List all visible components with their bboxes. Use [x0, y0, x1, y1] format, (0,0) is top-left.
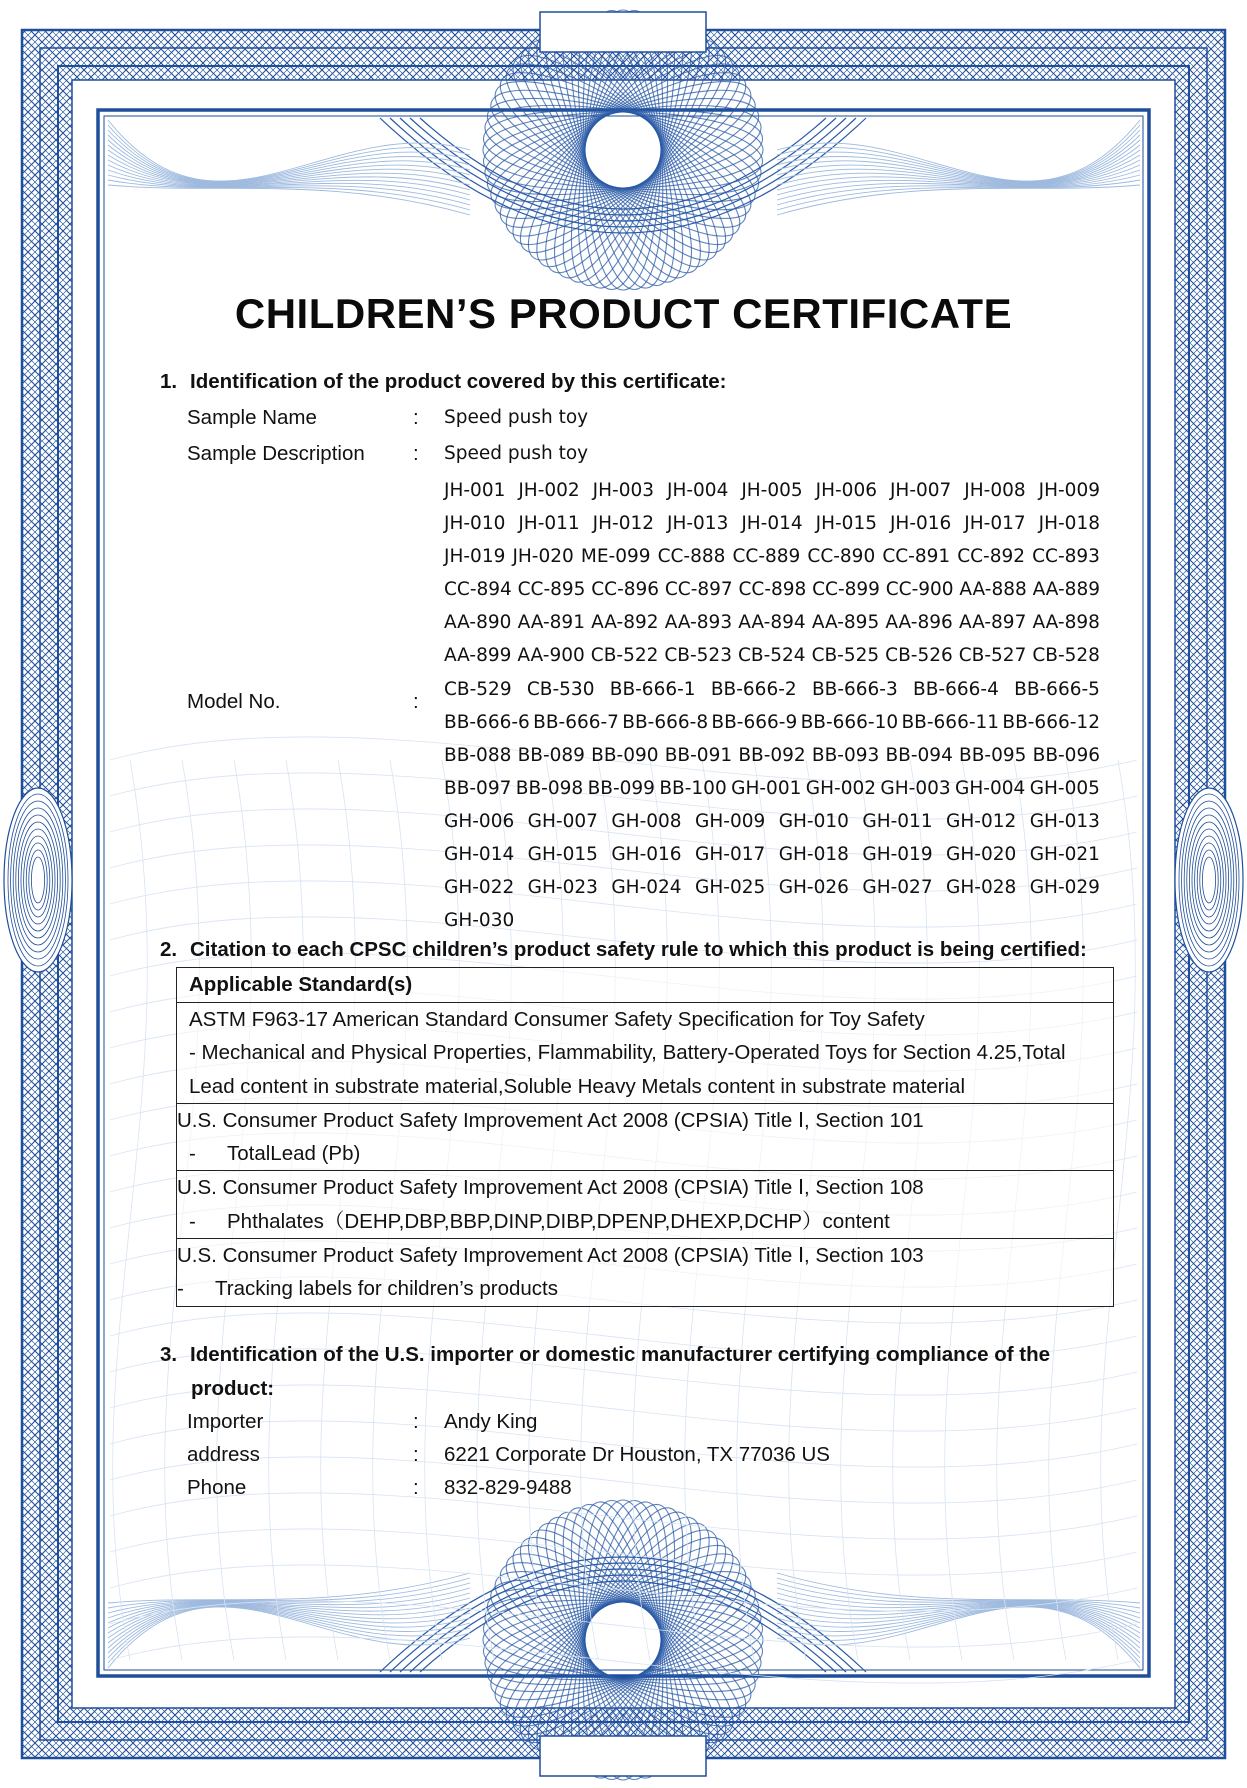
model-number: AA-897: [958, 612, 1027, 634]
model-number: GH-020: [946, 844, 1017, 866]
act-item: Phthalates（DEHP,DBP,BBP,DINP,DIBP,DPENP,DHEXP,DCHP）content: [227, 1209, 890, 1233]
model-number: JH-006: [815, 480, 877, 501]
model-number: BB-088: [444, 744, 512, 766]
model-number: JH-014: [741, 513, 803, 535]
model-number: BB-666-5: [1014, 678, 1100, 700]
astm-line: - Mechanical and Physical Properties, Flammability, Battery-Operated Toys for Section 4.25,Total: [189, 1041, 1066, 1065]
act-item: TotalLead (Pb): [227, 1142, 361, 1166]
model-number: BB-092: [738, 744, 806, 766]
model-number: CC-894: [444, 579, 512, 601]
model-number: BB-089: [517, 744, 585, 766]
model-number: CC-896: [591, 579, 660, 601]
model-number: CC-891: [882, 546, 951, 568]
model-number: GH-016: [611, 844, 682, 866]
model-number: CC-898: [738, 579, 807, 601]
model-number: CC-890: [807, 546, 876, 568]
section-2-heading-text: Citation to each CPSC children’s product safety rule to which this product is being certified:: [190, 938, 1087, 961]
model-number: CC-900: [885, 579, 954, 601]
address-value: 6221 Corporate Dr Houston, TX 77036 US: [444, 1443, 830, 1466]
model-number: AA-898: [1032, 612, 1100, 634]
cpsia-section-108-cell: [177, 1171, 1113, 1239]
model-number: GH-006: [444, 810, 515, 832]
model-number: CC-897: [664, 579, 733, 601]
model-number: BB-091: [664, 744, 733, 766]
model-number: AA-889: [1032, 579, 1100, 601]
list-dash: -: [189, 1142, 196, 1166]
address-label: address: [187, 1443, 260, 1466]
model-number: BB-094: [885, 744, 953, 766]
sample-description-value: Speed push toy: [444, 443, 589, 464]
model-number: AA-891: [517, 612, 585, 634]
model-number: JH-008: [964, 480, 1026, 501]
model-number: BB-097: [444, 777, 512, 799]
model-number: CC-888: [657, 546, 726, 568]
model-number: BB-095: [959, 744, 1027, 766]
model-number: GH-024: [611, 877, 682, 899]
model-number: AA-890: [444, 612, 512, 634]
model-number: GH-001: [731, 777, 802, 799]
model-number: GH-009: [695, 810, 766, 832]
model-row: [444, 673, 1100, 706]
sample-description-colon: :: [413, 442, 419, 465]
model-number: ME-099: [580, 546, 651, 568]
importer-label: Importer: [187, 1410, 264, 1433]
act-title: U.S. Consumer Product Safety Improvement Act 2008 (CPSIA) Title Ⅰ, Section 101: [177, 1108, 924, 1132]
model-number: CC-892: [957, 546, 1026, 568]
model-number: GH-015: [527, 844, 598, 866]
sample-description-label: Sample Description: [187, 442, 365, 465]
model-number: BB-666-9: [711, 711, 798, 733]
model-number: GH-007: [527, 810, 598, 832]
page-title: CHILDREN’S PRODUCT CERTIFICATE: [234, 290, 1013, 337]
model-number: BB-666-8: [622, 711, 709, 733]
section-1-heading-text: Identification of the product covered by this certificate:: [190, 370, 727, 393]
model-number: JH-011: [518, 513, 580, 535]
model-number: BB-090: [591, 744, 659, 766]
model-number: GH-028: [946, 877, 1017, 899]
astm-line: Lead content in substrate material,Soluble Heavy Metals content in substrate material: [189, 1074, 965, 1098]
applicable-standards-table: [176, 967, 1114, 1307]
model-number: AA-892: [591, 612, 659, 634]
model-number: BB-098: [515, 777, 584, 799]
act-item: Tracking labels for children’s products: [215, 1277, 558, 1301]
model-row: [444, 474, 1100, 507]
model-number: GH-003: [880, 777, 951, 799]
list-dash: -: [189, 1209, 196, 1233]
model-number: CB-526: [885, 645, 953, 667]
model-number: BB-666-4: [913, 678, 999, 700]
model-number: AA-895: [811, 612, 880, 634]
model-number: BB-099: [587, 777, 655, 799]
model-number: JH-020: [512, 546, 574, 568]
model-row: [444, 805, 1100, 838]
model-number: CB-527: [958, 645, 1027, 667]
section-2-number: 2.: [160, 938, 178, 961]
astm-line: ASTM F963-17 American Standard Consumer Safety Specification for Toy Safety: [189, 1008, 925, 1031]
model-row: [444, 871, 1100, 904]
model-number: CB-528: [1032, 645, 1100, 667]
model-number: GH-012: [946, 810, 1017, 832]
model-number: CB-525: [811, 645, 880, 667]
model-number: JH-015: [815, 513, 877, 535]
model-number: JH-003: [592, 480, 655, 501]
model-number: AA-888: [959, 579, 1027, 601]
importer-colon: :: [413, 1410, 419, 1433]
model-number: BB-666-1: [609, 678, 696, 700]
model-number: GH-017: [695, 844, 766, 866]
model-row: [444, 540, 1100, 573]
model-number: GH-027: [862, 877, 933, 899]
act-title: U.S. Consumer Product Safety Improvement Act 2008 (CPSIA) Title Ⅰ, Section 108: [177, 1176, 924, 1200]
model-number: GH-011: [862, 810, 933, 832]
model-number: JH-019: [444, 546, 506, 568]
model-number: JH-002: [518, 480, 580, 501]
table-header: Applicable Standard(s): [177, 968, 1113, 1003]
model-row: [444, 639, 1100, 672]
phone-colon: :: [413, 1476, 419, 1499]
section-3-heading-text: Identification of the U.S. importer or domestic manufacturer certifying compliance of the: [190, 1343, 1050, 1366]
model-number: BB-096: [1032, 744, 1100, 766]
model-number: JH-013: [666, 513, 729, 535]
model-number: GH-019: [862, 844, 933, 866]
model-number: CC-889: [732, 546, 801, 568]
model-number: JH-009: [1038, 480, 1100, 501]
section-1-heading: [160, 370, 727, 394]
model-number: CB-524: [737, 645, 806, 667]
model-number: JH-005: [741, 480, 803, 501]
phone-label: Phone: [187, 1476, 247, 1499]
model-number: BB-666-7: [533, 711, 619, 733]
model-number: AA-894: [738, 612, 806, 634]
cpsia-section-103-cell: [177, 1239, 1113, 1306]
act-title: U.S. Consumer Product Safety Improvement Act 2008 (CPSIA) Title Ⅰ, Section 103: [177, 1244, 924, 1268]
model-number: AA-893: [664, 612, 733, 634]
model-number: CC-893: [1032, 546, 1100, 568]
model-row: [444, 606, 1100, 639]
model-number: BB-666-6: [444, 711, 530, 733]
model-no-colon: :: [413, 690, 419, 713]
model-number: BB-666-3: [811, 678, 898, 700]
model-number: JH-017: [964, 513, 1026, 535]
model-no-label: Model No.: [187, 690, 281, 713]
model-number: JH-001: [444, 480, 506, 501]
importer-value: Andy King: [444, 1410, 538, 1433]
model-number: BB-100: [659, 777, 727, 799]
sample-name-colon: :: [413, 406, 419, 429]
model-row: [444, 904, 1100, 937]
model-number: BB-666-10: [800, 711, 899, 733]
model-row: [444, 573, 1100, 606]
astm-standard-cell: [177, 1003, 1113, 1104]
model-number: CC-899: [812, 579, 880, 601]
model-number: JH-004: [666, 480, 729, 501]
model-number: GH-004: [955, 777, 1026, 799]
sample-name-label: Sample Name: [187, 406, 317, 429]
model-number: CB-530: [526, 678, 595, 700]
model-number-list: [444, 474, 1100, 937]
model-number: GH-018: [778, 844, 849, 866]
model-number: JH-018: [1038, 513, 1100, 535]
phone-value: 832-829-9488: [444, 1476, 572, 1499]
model-row: [444, 507, 1100, 540]
model-number: CB-523: [664, 645, 732, 667]
model-number: BB-093: [811, 744, 880, 766]
sample-name-value: Speed push toy: [444, 407, 589, 428]
model-number: AA-900: [517, 645, 585, 667]
model-row: [444, 772, 1100, 805]
model-number: BB-666-11: [901, 711, 1000, 733]
address-colon: :: [413, 1443, 419, 1466]
model-number: JH-012: [592, 513, 655, 535]
model-number: GH-023: [527, 877, 598, 899]
model-number: AA-899: [444, 645, 512, 667]
model-number: GH-030: [444, 910, 515, 932]
section-3-heading: [160, 1343, 1050, 1367]
model-number: GH-013: [1029, 810, 1100, 832]
model-number: GH-005: [1029, 777, 1100, 799]
model-number: CC-895: [517, 579, 586, 601]
model-number: GH-010: [778, 810, 849, 832]
section-2-heading: [160, 938, 1087, 962]
cpsia-section-101-cell: [177, 1104, 1113, 1172]
model-number: GH-021: [1029, 844, 1100, 866]
model-number: GH-002: [805, 777, 876, 799]
list-dash: -: [177, 1277, 184, 1301]
model-number: BB-666-12: [1002, 711, 1100, 733]
model-row: [444, 838, 1100, 871]
model-number: GH-029: [1029, 877, 1100, 899]
model-number: JH-016: [889, 513, 952, 535]
section-1-number: 1.: [160, 370, 178, 393]
section-3-number: 3.: [160, 1343, 178, 1366]
model-row: [444, 739, 1100, 772]
model-number: GH-026: [778, 877, 849, 899]
model-number: AA-896: [885, 612, 953, 634]
model-number: BB-666-2: [710, 678, 797, 700]
section-3-heading-continued: product:: [191, 1377, 275, 1400]
model-number: CB-522: [590, 645, 659, 667]
model-number: JH-010: [444, 513, 506, 535]
model-number: JH-007: [889, 480, 952, 501]
model-number: GH-014: [444, 844, 515, 866]
model-number: GH-022: [444, 877, 515, 899]
model-number: CB-529: [444, 678, 512, 700]
model-row: [444, 706, 1100, 739]
model-number: GH-008: [611, 810, 682, 832]
model-number: GH-025: [695, 877, 766, 899]
